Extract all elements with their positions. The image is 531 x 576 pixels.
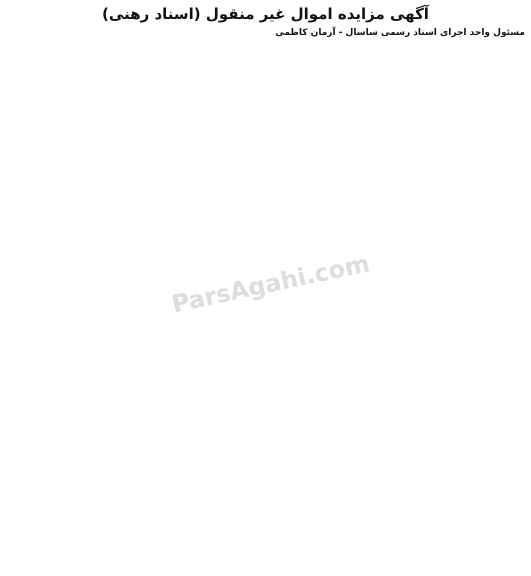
notice-title: آگهی مزایده اموال غیر منقول (اسناد رهنی): [102, 5, 429, 23]
watermark-logo: ParsAgahi.com: [169, 249, 373, 319]
notice-signature: مسئول واحد اجرای اسناد رسمی ساسال - آرمان کاظمی: [275, 28, 525, 38]
auction-notice: [6, 4, 525, 572]
